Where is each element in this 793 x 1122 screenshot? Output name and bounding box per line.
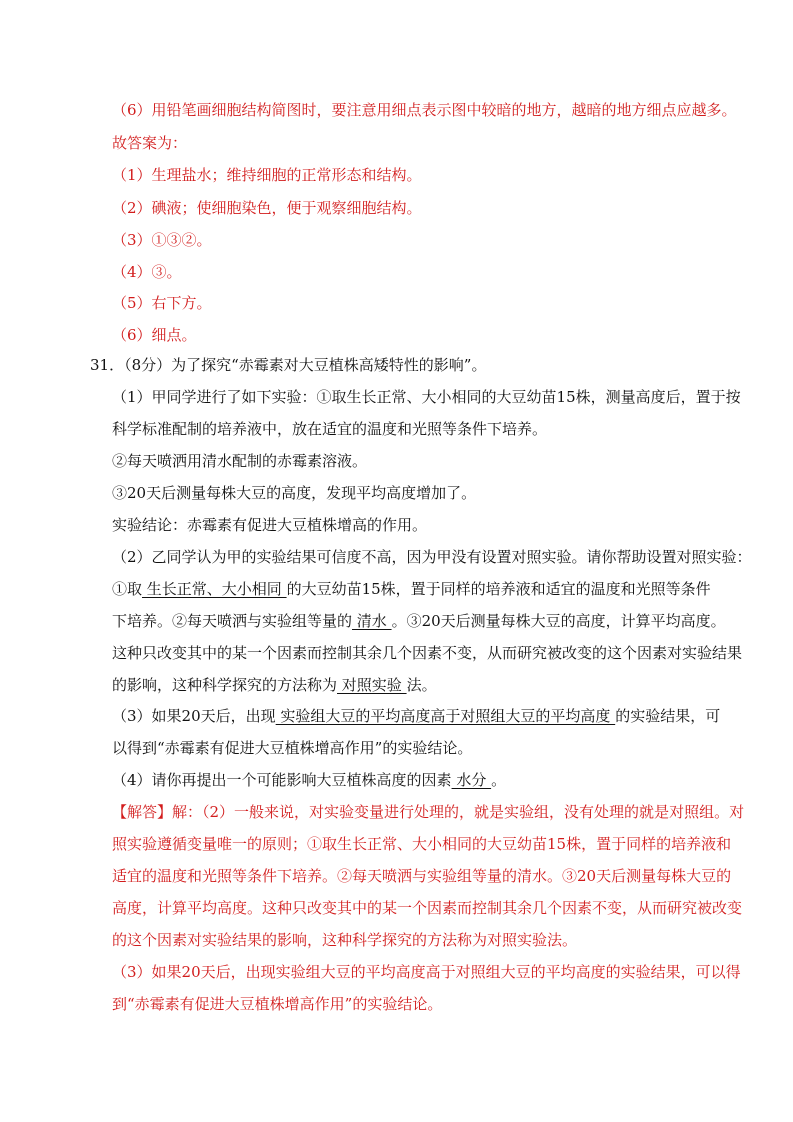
blank-answer-water: 清水 xyxy=(352,612,392,630)
question-31-title: 31．（8分）为了探究“赤霉素对大豆植株高矮特性的影响”。 xyxy=(90,356,487,374)
part2-line3-prefix: 下培养。②每天喷洒与实验组等量的 xyxy=(112,612,353,630)
solution-line-2: 照实验遵循变量唯一的原则；①取生长正常、大小相同的大豆幼苗15株，置于同样的培养液和 xyxy=(112,835,732,853)
part2-line5-suffix: 法。 xyxy=(406,676,437,694)
question-31-part2-line3 xyxy=(112,611,726,631)
question-31-part1-line4: ③20天后测量每株大豆的高度，发现平均高度增加了。 xyxy=(112,484,477,502)
answer-item-2: （2）碘液；使细胞染色，便于观察细胞结构。 xyxy=(112,199,422,217)
part3-line1-prefix: （3）如果20天后，出现 xyxy=(112,707,276,725)
solution-line-5: 的这个因素对实验结果的影响，这种科学探究的方法称为对照实验法。 xyxy=(112,931,578,949)
solution-line-7: 到“赤霉素有促进大豆植株增高作用”的实验结论。 xyxy=(112,995,443,1013)
question-31-part2-line1: （2）乙同学认为甲的实验结果可信度不高，因为甲没有设置对照实验。请你帮助设置对照实验： xyxy=(112,548,752,566)
part4-prefix: （4）请你再提出一个可能影响大豆植株高度的因素 xyxy=(112,771,452,789)
answer-line-6-explain: （6）用铅笔画细胞结构简图时，要注意用细点表示图中较暗的地方，越暗的地方细点应越多。 xyxy=(112,101,737,119)
solution-line-3: 适宜的温度和光照等条件下培养。②每天喷洒与实验组等量的清水。③20天后测量每株大豆的 xyxy=(112,867,732,885)
part2-line5-prefix: 的影响，这种科学探究的方法称为 xyxy=(112,676,338,694)
answer-item-4: （4）③。 xyxy=(112,263,182,281)
question-31-part1-line1: （1）甲同学进行了如下实验：①取生长正常、大小相同的大豆幼苗15株，测量高度后，置于按 xyxy=(112,388,741,406)
part3-line1-suffix: 的实验结果，可 xyxy=(615,707,721,725)
part2-line2-prefix: ①取 xyxy=(112,580,143,598)
question-31-part2-line4: 这种只改变其中的某一个因素而控制其余几个因素不变，从而研究被改变的这个因素对实验结果 xyxy=(112,644,743,662)
question-31-part3-line2: 以得到“赤霉素有促进大豆植株增高作用”的实验结论。 xyxy=(112,739,473,757)
question-31-part3-line1 xyxy=(112,706,720,726)
answer-item-3: （3）①③②。 xyxy=(112,231,212,249)
part4-suffix: 。 xyxy=(491,771,507,789)
solution-line-1 xyxy=(112,802,744,822)
blank-answer-factor: 水分 xyxy=(451,771,492,789)
blank-answer-result: 实验组大豆的平均高度高于对照组大豆的平均高度 xyxy=(275,707,616,725)
solution-line-6: （3）如果20天后，出现实验组大豆的平均高度高于对照组大豆的平均高度的实验结果，可以得 xyxy=(112,963,741,981)
question-31-part2-line5 xyxy=(112,675,437,695)
part2-line3-suffix: 。③20天后测量每株大豆的高度，计算平均高度。 xyxy=(391,612,726,630)
solution-tag: 【解答】 xyxy=(112,803,173,821)
question-31-part2-line2 xyxy=(112,579,711,599)
answer-item-6: （6）细点。 xyxy=(112,326,197,344)
blank-answer-seedlings: 生长正常、大小相同 xyxy=(142,580,287,598)
question-31-part1-conclusion: 实验结论：赤霉素有促进大豆植株增高的作用。 xyxy=(112,516,428,534)
answer-heading: 故答案为： xyxy=(112,134,188,152)
question-31-part1-line2: 科学标准配制的培养液中，放在适宜的温度和光照等条件下培养。 xyxy=(112,420,548,438)
question-31-part4 xyxy=(112,770,506,790)
solution-line-4: 高度，计算平均高度。这种只改变其中的某一个因素而控制其余几个因素不变，从而研究被改变 xyxy=(112,899,743,917)
part2-line2-suffix: 的大豆幼苗15株，置于同样的培养液和适宜的温度和光照等条件 xyxy=(286,580,711,598)
blank-answer-method: 对照实验 xyxy=(337,676,407,694)
answer-item-5: （5）右下方。 xyxy=(112,294,212,312)
answer-item-1: （1）生理盐水；维持细胞的正常形态和结构。 xyxy=(112,166,422,184)
question-31-part1-line3: ②每天喷洒用清水配制的赤霉素溶液。 xyxy=(112,452,368,470)
solution-line-1-text: 解：（2）一般来说，对实验变量进行处理的，就是实验组，没有处理的就是对照组。对 xyxy=(172,803,745,821)
